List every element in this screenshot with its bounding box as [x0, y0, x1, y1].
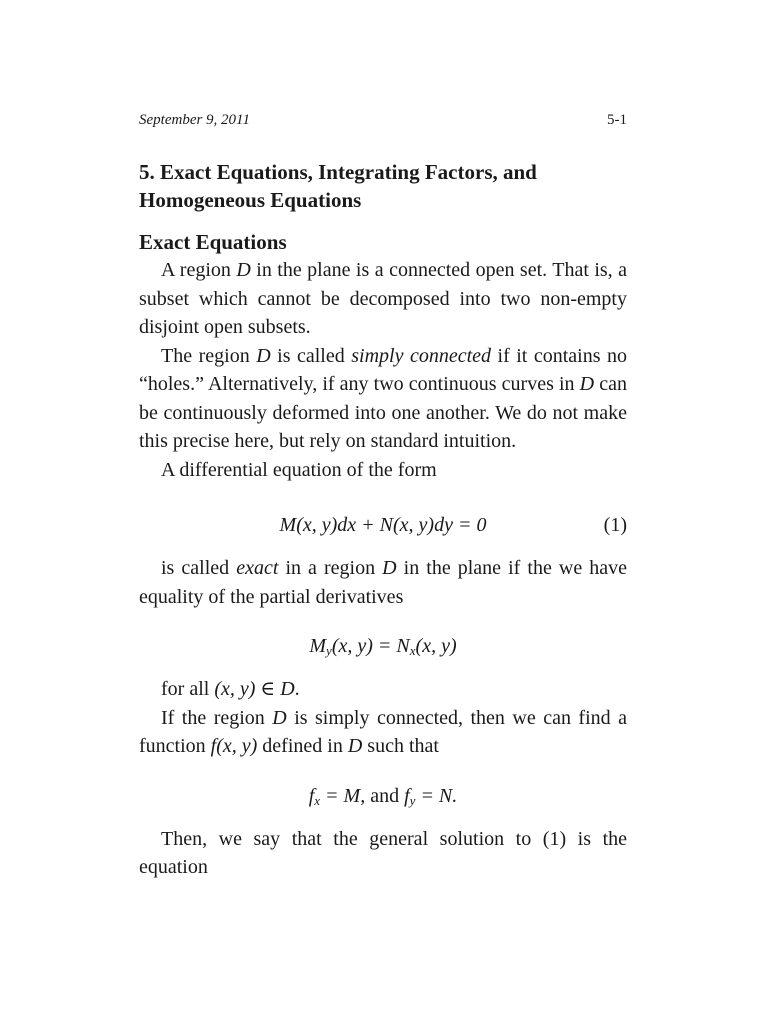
math-text: = M, — [320, 784, 371, 807]
text-span: in the plane if the we have equality of the partial derivatives — [139, 557, 627, 608]
section-title: 5. Exact Equations, Integrating Factors, and Homogeneous Equations — [139, 160, 537, 212]
math-symbol: D — [382, 557, 397, 579]
text-span: is called — [270, 344, 352, 367]
math-symbol: D — [579, 373, 595, 395]
subsection-title: Exact Equations — [139, 230, 287, 254]
paragraph-simply-connected-function — [139, 704, 627, 761]
document-page — [139, 110, 627, 882]
math-symbol: N — [396, 635, 410, 657]
math-symbol: f — [308, 784, 315, 807]
paragraph-for-all — [139, 675, 627, 704]
subscript: y — [326, 643, 332, 658]
text-span: . — [294, 678, 300, 700]
paragraph-general-solution — [139, 825, 627, 882]
math-symbol: M — [309, 635, 327, 657]
text-span: is called — [161, 557, 237, 579]
math-text: (x, y) ∈ D — [214, 678, 295, 700]
math-text: (x, y) — [415, 635, 457, 657]
text-span: A region — [161, 259, 237, 281]
text-span: If the region — [161, 706, 273, 729]
text-span: such that — [362, 735, 439, 757]
math-text: and — [370, 784, 400, 807]
text-span: defined in — [257, 735, 348, 757]
text-span: in the plane is a connected open set. That is, a subset which cannot be decomposed into two non-empty disjoint open subsets. — [139, 259, 628, 338]
math-text: = N. — [415, 784, 458, 807]
subscript: y — [409, 792, 416, 808]
math-symbol: D — [272, 706, 287, 729]
running-header — [139, 110, 627, 130]
math-symbol: D — [347, 735, 363, 757]
text-span: can be continuously deformed into one another. We do not make this precise here, but rely on standard intuition. — [139, 373, 627, 452]
text-span: is simply connected, then we can find a function — [139, 706, 627, 757]
math-symbol: D — [256, 344, 271, 367]
math-symbol: f — [399, 784, 410, 807]
header-page-number: 5-1 — [607, 112, 627, 128]
text-span: A differential equation of the form — [161, 458, 437, 481]
text-span: if it contains no “holes.” Alternatively, if any two continuous curves in — [139, 344, 627, 395]
paragraph-simply-connected — [139, 342, 627, 456]
subscript: x — [409, 643, 416, 658]
emphasis-text: simply connected — [351, 344, 492, 367]
math-symbol: D — [236, 259, 251, 281]
paragraph-region-definition — [139, 256, 627, 342]
equation-potential — [139, 781, 627, 811]
paragraph-exact-definition — [139, 554, 627, 611]
equation-number: (1) — [603, 514, 627, 536]
equation-partials — [139, 631, 627, 661]
text-span: for all — [161, 678, 215, 700]
equation-1 — [139, 510, 627, 540]
text-span: The region — [161, 344, 257, 367]
math-text: f(x, y) — [210, 735, 258, 757]
text-span: Then, we say that the general solution to (1) is the equation — [139, 827, 627, 878]
subscript: x — [314, 792, 321, 808]
text-span: in a region — [278, 557, 383, 579]
emphasis-text: exact — [236, 557, 279, 579]
header-date: September 9, 2011 — [139, 112, 250, 128]
equation-body: M(x, y)dx + N(x, y)dy = 0 — [279, 514, 487, 536]
paragraph-differential-form — [139, 456, 627, 485]
math-text: (x, y) = — [331, 635, 397, 657]
